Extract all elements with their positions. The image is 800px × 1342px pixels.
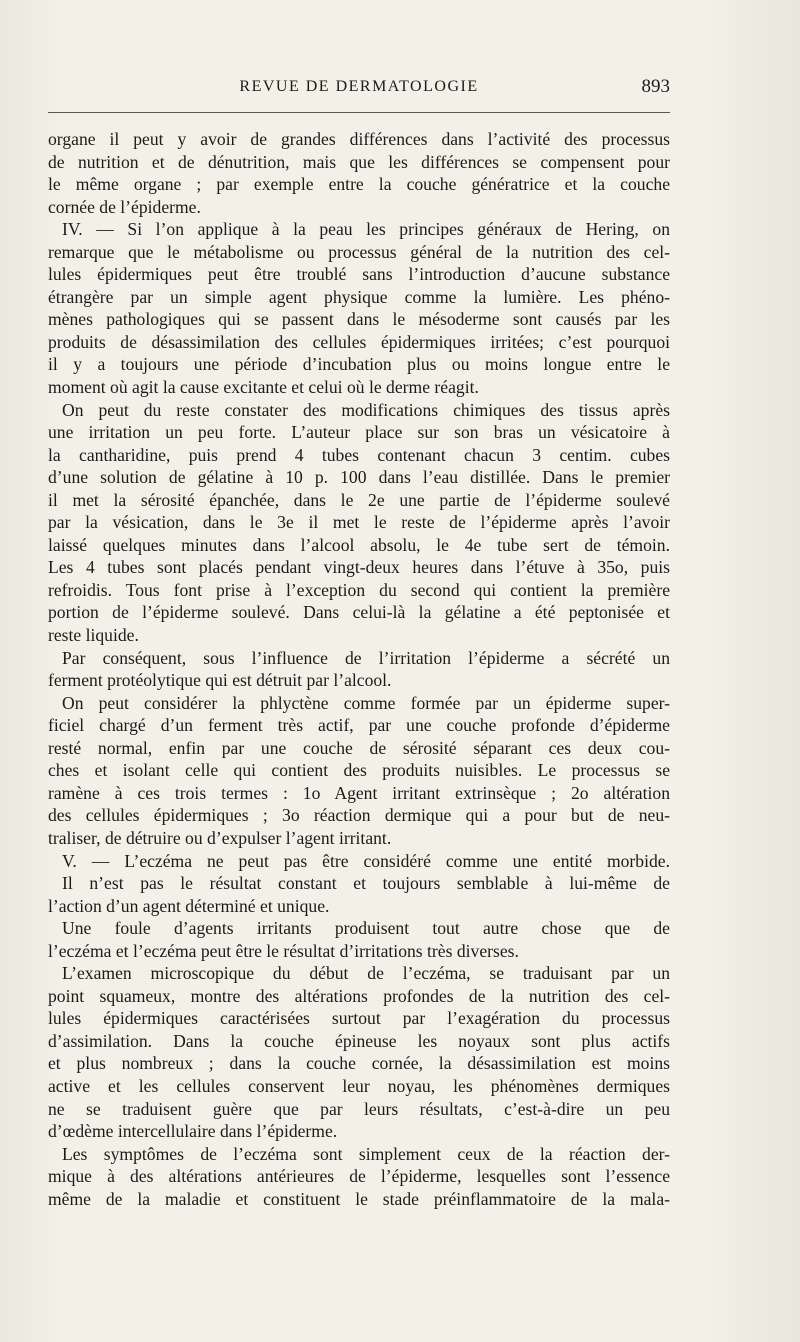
text-line: remarque que le métabolisme ou processus général de la nutrition des cel- [48,241,670,262]
text-line: ferment protéolytique qui est détruit par l’alcool. [48,670,392,691]
text-line: il y a toujours une période d’incubation plus ou moins longue entre le [48,354,670,375]
text-line: il met la sérosité épanchée, dans le 2e une partie de l’épiderme soulevé [48,489,670,510]
text-line: mique à des altérations antérieures de l’épiderme, lesquelles sont l’essence [48,1166,670,1187]
text-line: ne se traduisent guère que par leurs résultats, c’est-à-dire un peu [48,1098,670,1119]
text-line: ches et isolant celle qui contient des produits nuisibles. Le processus se [48,760,670,781]
text-line: lules épidermiques caractérisées surtout par l’exagération du processus [48,1008,670,1029]
text-line: traliser, de détruire ou d’expulser l’agent irritant. [48,827,392,848]
text-line: L’examen microscopique du début de l’eczéma, se traduisant par un [62,963,670,984]
text-line: On peut du reste constater des modifications chimiques des tissus après [62,399,670,420]
text-line: d’une solution de gélatine à 10 p. 100 dans l’eau distillée. Dans le premier [48,467,670,488]
text-line: Il n’est pas le résultat constant et toujours semblable à lui-même de [62,873,670,894]
text-line: et plus nombreux ; dans la couche cornée, la désassimilation est moins [48,1053,670,1074]
text-line: Les 4 tubes sont placés pendant vingt-deux heures dans l’étuve à 35o, puis [48,557,670,578]
text-line: organe il peut y avoir de grandes différences dans l’activité des processus [48,129,670,149]
text-line: point squameux, montre des altérations profondes de la nutrition des cel- [48,985,670,1006]
text-line: lules épidermiques peut être troublé sans l’introduction d’aucune substance [48,264,670,285]
text-line: ramène à ces trois termes : 1o Agent irritant extrinsèque ; 2o altération [48,782,670,803]
text-line: laissé quelques minutes dans l’alcool absolu, le 4e tube sert de témoin. [48,534,670,555]
body-text [48,128,670,1210]
header-rule [48,112,670,113]
text-line: ficiel chargé d’un ferment très actif, par une couche profonde d’épiderme [48,715,670,736]
text-line: mènes pathologiques qui se passent dans le mésoderme sont causés par les [48,309,670,330]
text-line: Par conséquent, sous l’influence de l’irritation l’épiderme a sécrété un [62,647,670,668]
text-line: moment où agit la cause excitante et celui où le derme réagit. [48,377,479,398]
page-number: 893 [641,76,670,97]
text-line: étrangère par un simple agent physique comme la lumière. Les phéno- [48,286,670,307]
text-line: resté normal, enfin par une couche de sérosité séparant ces deux cou- [48,737,670,758]
text-line: Une foule d’agents irritants produisent tout autre chose que de [62,918,670,939]
journal-title: REVUE DE DERMATOLOGIE [239,78,479,95]
text-line: Les symptômes de l’eczéma sont simplement ceux de la réaction der- [62,1143,670,1164]
text-line: la cantharidine, puis prend 4 tubes contenant chacun 3 centim. cubes [48,444,670,465]
text-line: des cellules épidermiques ; 3o réaction dermique qui a pour but de neu- [48,805,670,826]
text-line: de nutrition et de dénutrition, mais que les différences se compensent pour [48,151,670,172]
text-line: le même organe ; par exemple entre la couche génératrice et la couche [48,174,670,195]
text-line: l’eczéma et l’eczéma peut être le résultat d’irritations très diverses. [48,940,519,961]
text-line: active et les cellules conservent leur noyau, les phénomènes dermiques [48,1075,670,1096]
text-line: reste liquide. [48,625,139,646]
text-line: par la vésication, dans le 3e il met le reste de l’épiderme après l’avoir [48,512,670,533]
text-line: cornée de l’épiderme. [48,196,201,217]
text-line: V. — L’eczéma ne peut pas être considéré comme une entité morbide. [62,850,670,871]
text-line: d’œdème intercellulaire dans l’épiderme. [48,1121,338,1142]
text-line: portion de l’épiderme soulevé. Dans celui-là la gélatine a été peptonisée et [48,602,670,623]
text-line: On peut considérer la phlyctène comme formée par un épiderme super- [62,692,670,713]
text-line: refroidis. Tous font prise à l’exception du second qui contient la première [48,579,670,600]
running-head [48,76,670,100]
text-line: même de la maladie et constituent le stade préinflammatoire de la mala- [48,1188,670,1209]
text-line: d’assimilation. Dans la couche épineuse les noyaux sont plus actifs [48,1030,670,1051]
text-line: IV. — Si l’on applique à la peau les principes généraux de Hering, on [62,219,670,240]
text-line: une irritation un peu forte. L’auteur place sur son bras un vésicatoire à [48,422,670,443]
text-line: l’action d’un agent déterminé et unique. [48,895,330,916]
text-line: produits de désassimilation des cellules épidermiques irritées; c’est pourquoi [48,331,670,352]
